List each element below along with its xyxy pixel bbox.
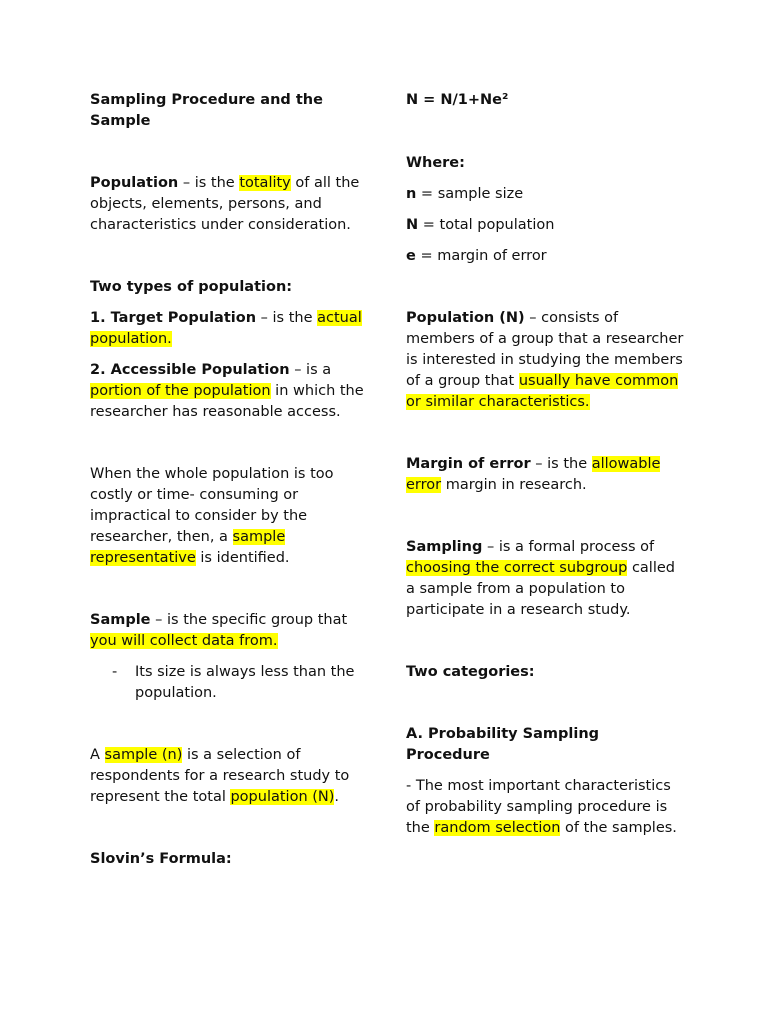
sample-definition: Sample – is the specific group that you will collect data from.	[90, 612, 348, 649]
document-title: Sampling Procedure and the Sample	[90, 92, 323, 129]
accessible-population: 2. Accessible Population – is a portion of the population in which the researcher has reasonable access.	[90, 362, 364, 420]
right-column	[406, 90, 686, 839]
sample-n-paragraph: A sample (n) is a selection of respondents for a research study to represent the total population (N).	[90, 747, 350, 805]
margin-of-error-definition: Margin of error – is the allowable error margin in research.	[406, 456, 661, 493]
population-n-definition: Population (N) – consists of members of a group that a researcher is interested in studying the members of a group that usually have common or similar characteristics.	[406, 310, 684, 410]
variable-n: n = sample size	[406, 186, 524, 202]
slovin-formula-heading: Slovin’s Formula:	[90, 851, 232, 867]
variable-N: N = total population	[406, 217, 555, 233]
target-population: 1. Target Population – is the actual population.	[90, 310, 362, 347]
sample-representative-paragraph: When the whole population is too costly or time- consuming or impractical to consider by the researcher, then, a sample representative is identified.	[90, 466, 334, 566]
population-definition: Population – is the totality of all the objects, elements, persons, and characteristics under consideration.	[90, 175, 360, 233]
where-heading: Where:	[406, 155, 465, 171]
probability-sampling-heading: A. Probability Sampling Procedure	[406, 726, 600, 763]
variable-e: e = margin of error	[406, 248, 547, 264]
sampling-definition: Sampling – is a formal process of choosing the correct subgroup called a sample from a population to participate in a research study.	[406, 539, 675, 618]
left-column	[90, 90, 370, 870]
list-item: - Its size is always less than the population.	[112, 664, 355, 701]
two-types-heading: Two types of population:	[90, 279, 293, 295]
slovin-formula: N = N/1+Ne²	[406, 92, 509, 108]
two-categories-heading: Two categories:	[406, 664, 535, 680]
probability-sampling-description: - The most important characteristics of probability sampling procedure is the random selection of the samples.	[406, 778, 677, 836]
